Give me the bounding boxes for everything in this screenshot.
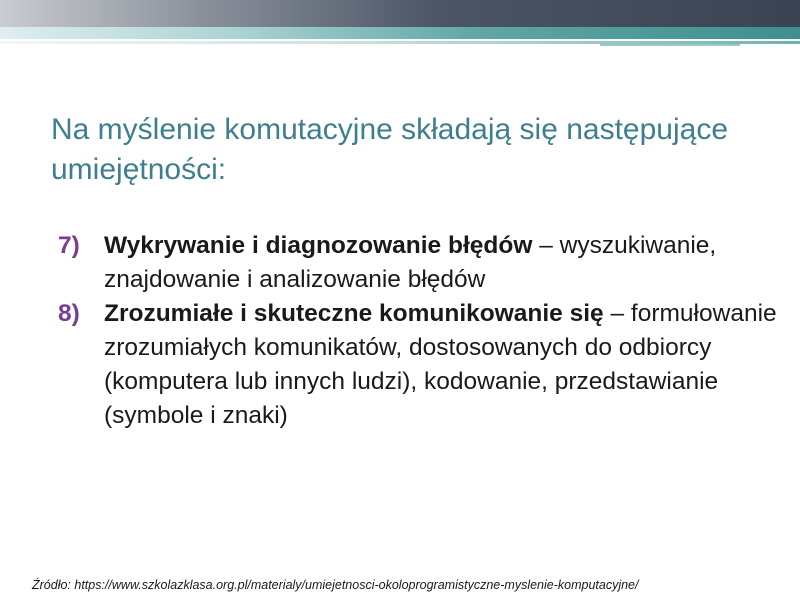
list-item-number: 7) xyxy=(58,232,80,259)
list-item-title: Wykrywanie i diagnozowanie błędów xyxy=(104,232,533,259)
list-item-title: Zrozumiałe i skuteczne komunikowanie się xyxy=(104,300,604,327)
list-item xyxy=(58,297,778,433)
list-item-description: – formułowanie zrozumiałych komunikatów, dostosowanych do odbiorcy (komputera lub innych ludzi), kodowanie, przedstawianie (symbole i znaki) xyxy=(104,300,777,429)
header-dark-bar xyxy=(0,0,800,27)
skills-list xyxy=(58,229,778,433)
list-item-number: 8) xyxy=(58,300,80,327)
slide-title: Na myślenie komutacyjne składają się następujące umiejętności: xyxy=(51,113,729,186)
list-item-description: – wyszukiwanie, znajdowanie i analizowanie błędów xyxy=(104,232,717,293)
source-citation: Źródło: https://www.szkolazklasa.org.pl/materialy/umiejetnosci-okoloprogramistyczne-myslenie-komputacyjne/ xyxy=(32,578,639,592)
list-item xyxy=(58,229,778,297)
header-teal-bar xyxy=(0,27,800,39)
header-accent-line xyxy=(600,44,740,46)
